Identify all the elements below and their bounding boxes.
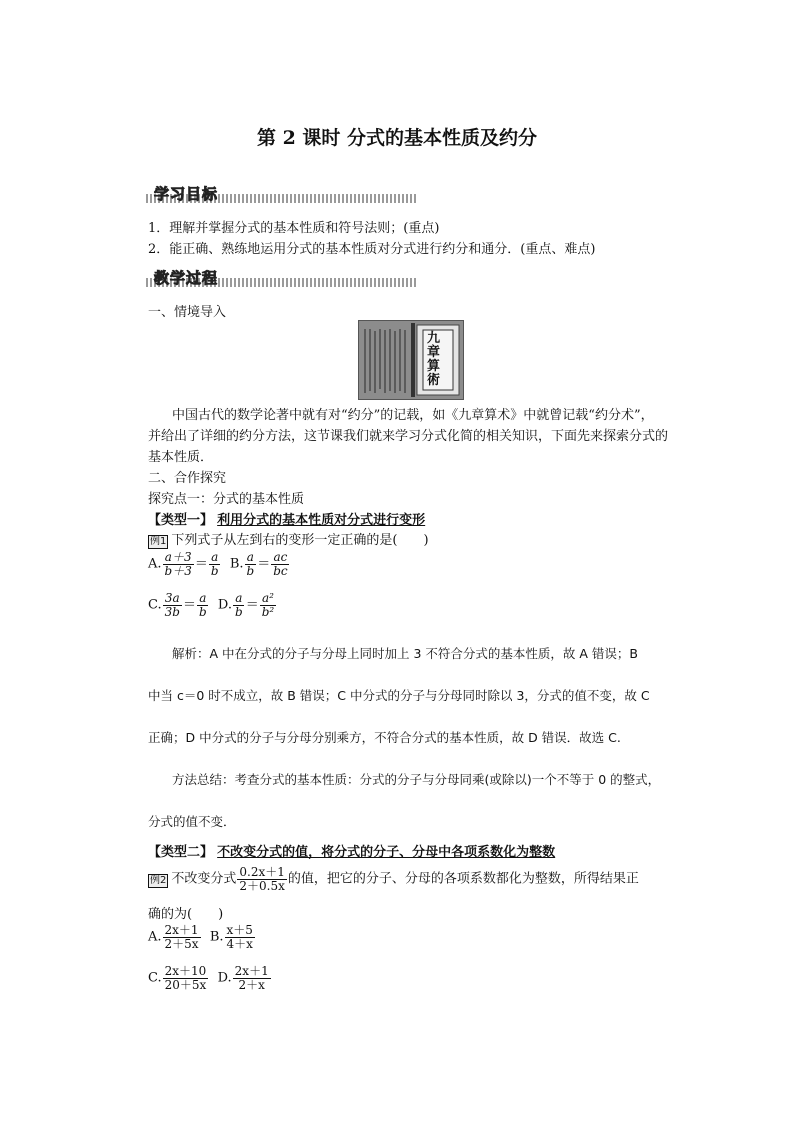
- ex2-option-d: $\frac{2x+1}{2+x}$: [234, 964, 269, 992]
- option-c-rhs: $\frac{a}{b}$: [198, 591, 207, 619]
- method-line-1: 方法总结：考查分式的基本性质：分式的分子与分母同乘(或除以)一个不等于 0 的整式，: [172, 772, 661, 787]
- example1-text: 下列式子从左到右的变形一定正确的是( ): [171, 533, 429, 548]
- part-heading-intro: 一、情境导入: [148, 305, 227, 320]
- analysis-line-2: 中当 c＝0 时不成立，故 B 错误；C 中分式的分子与分母同时除以 3，分式的值不变，故 C: [148, 688, 650, 703]
- option-a-lhs: $\frac{a+3}{b+3}$: [164, 550, 192, 578]
- option-b-label: B.: [229, 556, 244, 572]
- intro-line-2: 并给出了详细的约分方法，这节课我们就来学习分式化简的相关知识，下面先来探索分式的: [148, 429, 669, 444]
- section-banner-process: [146, 267, 418, 289]
- option-d-lhs: $\frac{a}{b}$: [235, 591, 243, 619]
- example-badge-1: 例1: [150, 536, 167, 547]
- goal-item-1: 1．理解并掌握分式的基本性质和符号法则；(重点): [148, 221, 440, 236]
- example2-fraction: $\frac{0.2x+1}{2+0.5x}$: [239, 865, 285, 893]
- ex2-option-d-label: D.: [217, 970, 232, 986]
- goal-item-2: 2．能正确、熟练地运用分式的基本性质对分式进行约分和通分．(重点、难点): [148, 242, 596, 257]
- ex2-option-b: $\frac{x+5}{4+x}$: [226, 923, 253, 951]
- option-c-lhs: $\frac{3a}{3b}$: [164, 591, 180, 619]
- section-title-goals: 学习目标: [154, 185, 219, 203]
- type2-title: 不改变分式的值，将分式的分子、分母中各项系数化为整数: [217, 845, 556, 860]
- book-image: [358, 320, 464, 400]
- example1-options-ab: A. $\frac{a+3}{b+3}$ ＝ $\frac{a}{b}$ B. $\frac{a}{b}$ ＝ $\frac{ac}{bc}$: [148, 550, 288, 578]
- type1-title: 利用分式的基本性质对分式进行变形: [217, 513, 426, 528]
- example-badge-2: 例2: [150, 874, 167, 886]
- ex2-option-b-label: B.: [209, 929, 224, 945]
- example2-options-cd: [148, 965, 272, 991]
- intro-line-3: 基本性质．: [148, 450, 214, 465]
- ex2-option-a-label: A.: [148, 929, 162, 945]
- analysis-line-3: 正确；D 中分式的分子与分母分别乘方，不符合分式的基本性质，故 D 错误．故选 C.: [148, 730, 621, 745]
- ex2-option-c-label: C.: [148, 970, 162, 986]
- option-a-rhs: $\frac{a}{b}$: [210, 550, 219, 578]
- example2-options-ab: [148, 924, 256, 950]
- ex2-option-c: $\frac{2x+10}{20+5x}$: [164, 964, 207, 992]
- page-title: 第 2 课时 分式的基本性质及约分: [256, 127, 538, 149]
- part-heading-explore: 二、合作探究: [148, 471, 227, 486]
- intro-line-1: 中国古代的数学论著中就有对“约分”的记载，如《九章算术》中就曾记载“约分术”，: [172, 408, 654, 423]
- book-cover-title: 九章算術: [427, 331, 441, 388]
- example2-question: 例2 不改变分式 $\frac{0.2x+1}{2+0.5x}$ 的值，把它的分子、分母的各项系数都化为整数，所得结果正: [150, 865, 639, 893]
- option-a-label: A.: [148, 556, 162, 572]
- example1-question: [148, 529, 429, 549]
- method-line-2: 分式的值不变．: [148, 814, 236, 829]
- option-d-label: D.: [217, 597, 233, 613]
- example2-line-2: 确的为( ): [148, 907, 224, 922]
- option-b-rhs: $\frac{ac}{bc}$: [273, 550, 288, 578]
- type1-heading: [148, 509, 425, 528]
- explore-point-1: 探究点一：分式的基本性质: [148, 492, 305, 507]
- type2-tag: 【类型二】: [148, 845, 214, 860]
- analysis-line-1: 解析：A 中在分式的分子与分母上同时加上 3 不符合分式的基本性质，故 A 错误；B: [172, 646, 638, 661]
- option-c-label: C.: [148, 597, 162, 613]
- type2-heading: [148, 841, 555, 860]
- type1-tag: 【类型一】: [148, 513, 214, 528]
- option-b-lhs: $\frac{a}{b}$: [246, 550, 255, 578]
- ex2-option-a: $\frac{2x+1}{2+5x}$: [164, 923, 199, 951]
- option-d-rhs: $\frac{\text{a²}}{\text{b²}}$: [261, 591, 275, 619]
- section-banner-goals: [146, 183, 418, 205]
- example1-options-cd: C. $\frac{3a}{3b}$ ＝ $\frac{a}{b}$ D. $\frac{a}{b}$ ＝ $\frac{\text{a²}}{\text{b²}}$: [148, 591, 275, 619]
- section-title-process: 教学过程: [154, 269, 219, 287]
